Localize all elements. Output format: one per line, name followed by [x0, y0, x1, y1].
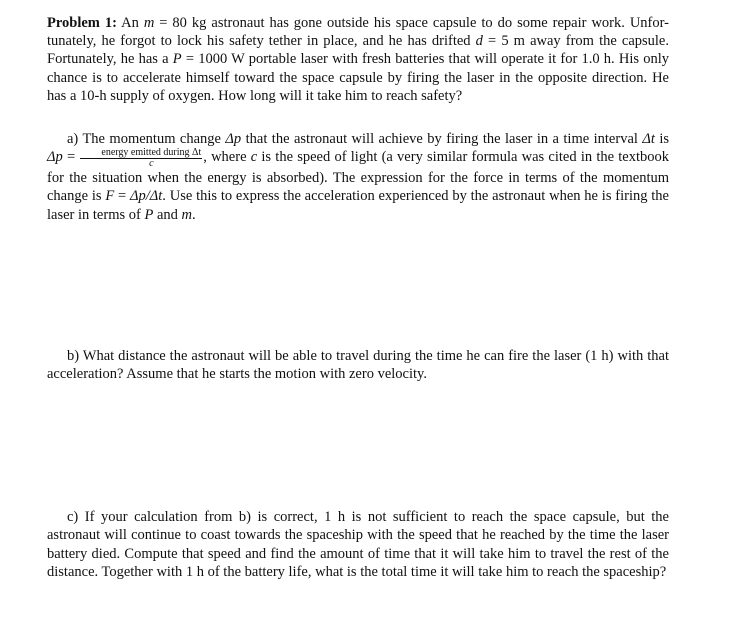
part-a — [47, 130, 669, 224]
var-m: m — [181, 206, 192, 223]
fraction-denominator: c — [149, 158, 154, 170]
part-a-text: and — [153, 206, 182, 223]
fraction-numerator: energy emitted during Δt — [80, 148, 202, 159]
statement-text: = 1000 W portable laser with fresh batteries that will operate it for 1.0 h. His only chance is to accelerate himself toward the space capsule by firing the laser in the opposite direction. He has a 10-h supply of oxygen. How long will it take him to reach safety? — [47, 51, 670, 104]
var-delta-p-over-delta-t: Δp/Δt — [129, 188, 163, 205]
var-delta-t: Δt — [642, 131, 655, 148]
statement-text: An — [116, 15, 144, 31]
var-P: P — [172, 51, 182, 68]
var-c: c — [250, 149, 258, 166]
part-a-text: is — [654, 131, 670, 148]
var-P: P — [144, 206, 154, 223]
part-a-text: that the astronaut will achieve by firing the laser in a time interval — [241, 131, 643, 148]
document-page — [47, 14, 669, 581]
momentum-fraction — [80, 148, 202, 169]
part-a-text: is the speed of light (a very similar formula was cited in the textbook for the situation when the energy is absorbed). The expression for the force in terms of the momentum change is — [47, 149, 670, 205]
var-d: d — [475, 33, 483, 50]
statement-text: = 5 m away from the capsule. Fortunately, he has a — [47, 33, 669, 68]
part-a-text: , where — [203, 149, 251, 166]
var-m: m — [143, 15, 155, 31]
part-a-text: = — [62, 149, 80, 166]
part-b: b) What distance the astronaut will be able to travel during the time he can fire the laser (1 h) with that acceleration? Assume that he starts the motion with zero velocity. — [47, 347, 669, 383]
part-a-text: a) The momentum change — [67, 131, 226, 148]
part-a-text: . — [191, 206, 196, 223]
statement-text: = 80 kg astronaut has gone outside his space capsule to do some repair work. Unfor-tunately, he forgot to lock his safety tether in place, and he has drifted — [47, 15, 670, 50]
part-a-text: = — [114, 188, 130, 205]
part-a-text: . Use this to express the acceleration experienced by the astronaut when he is firing the laser in terms of — [47, 188, 669, 223]
var-delta-p: Δp — [47, 149, 63, 166]
var-delta-p: Δp — [225, 131, 242, 148]
part-c: c) If your calculation from b) is correct, 1 h is not sufficient to reach the space capsule, but the astronaut will continue to coast towards the spaceship with the speed that he reached by the time the laser battery died. Compute that speed and find the amount of time that it will take him to travel the rest of the distance. Together with 1 h of the battery life, what is the total time it will take him to reach the spaceship? — [47, 509, 669, 580]
var-F: F — [105, 188, 115, 205]
problem-label: Problem 1: — [47, 15, 117, 31]
problem-statement — [47, 14, 669, 105]
